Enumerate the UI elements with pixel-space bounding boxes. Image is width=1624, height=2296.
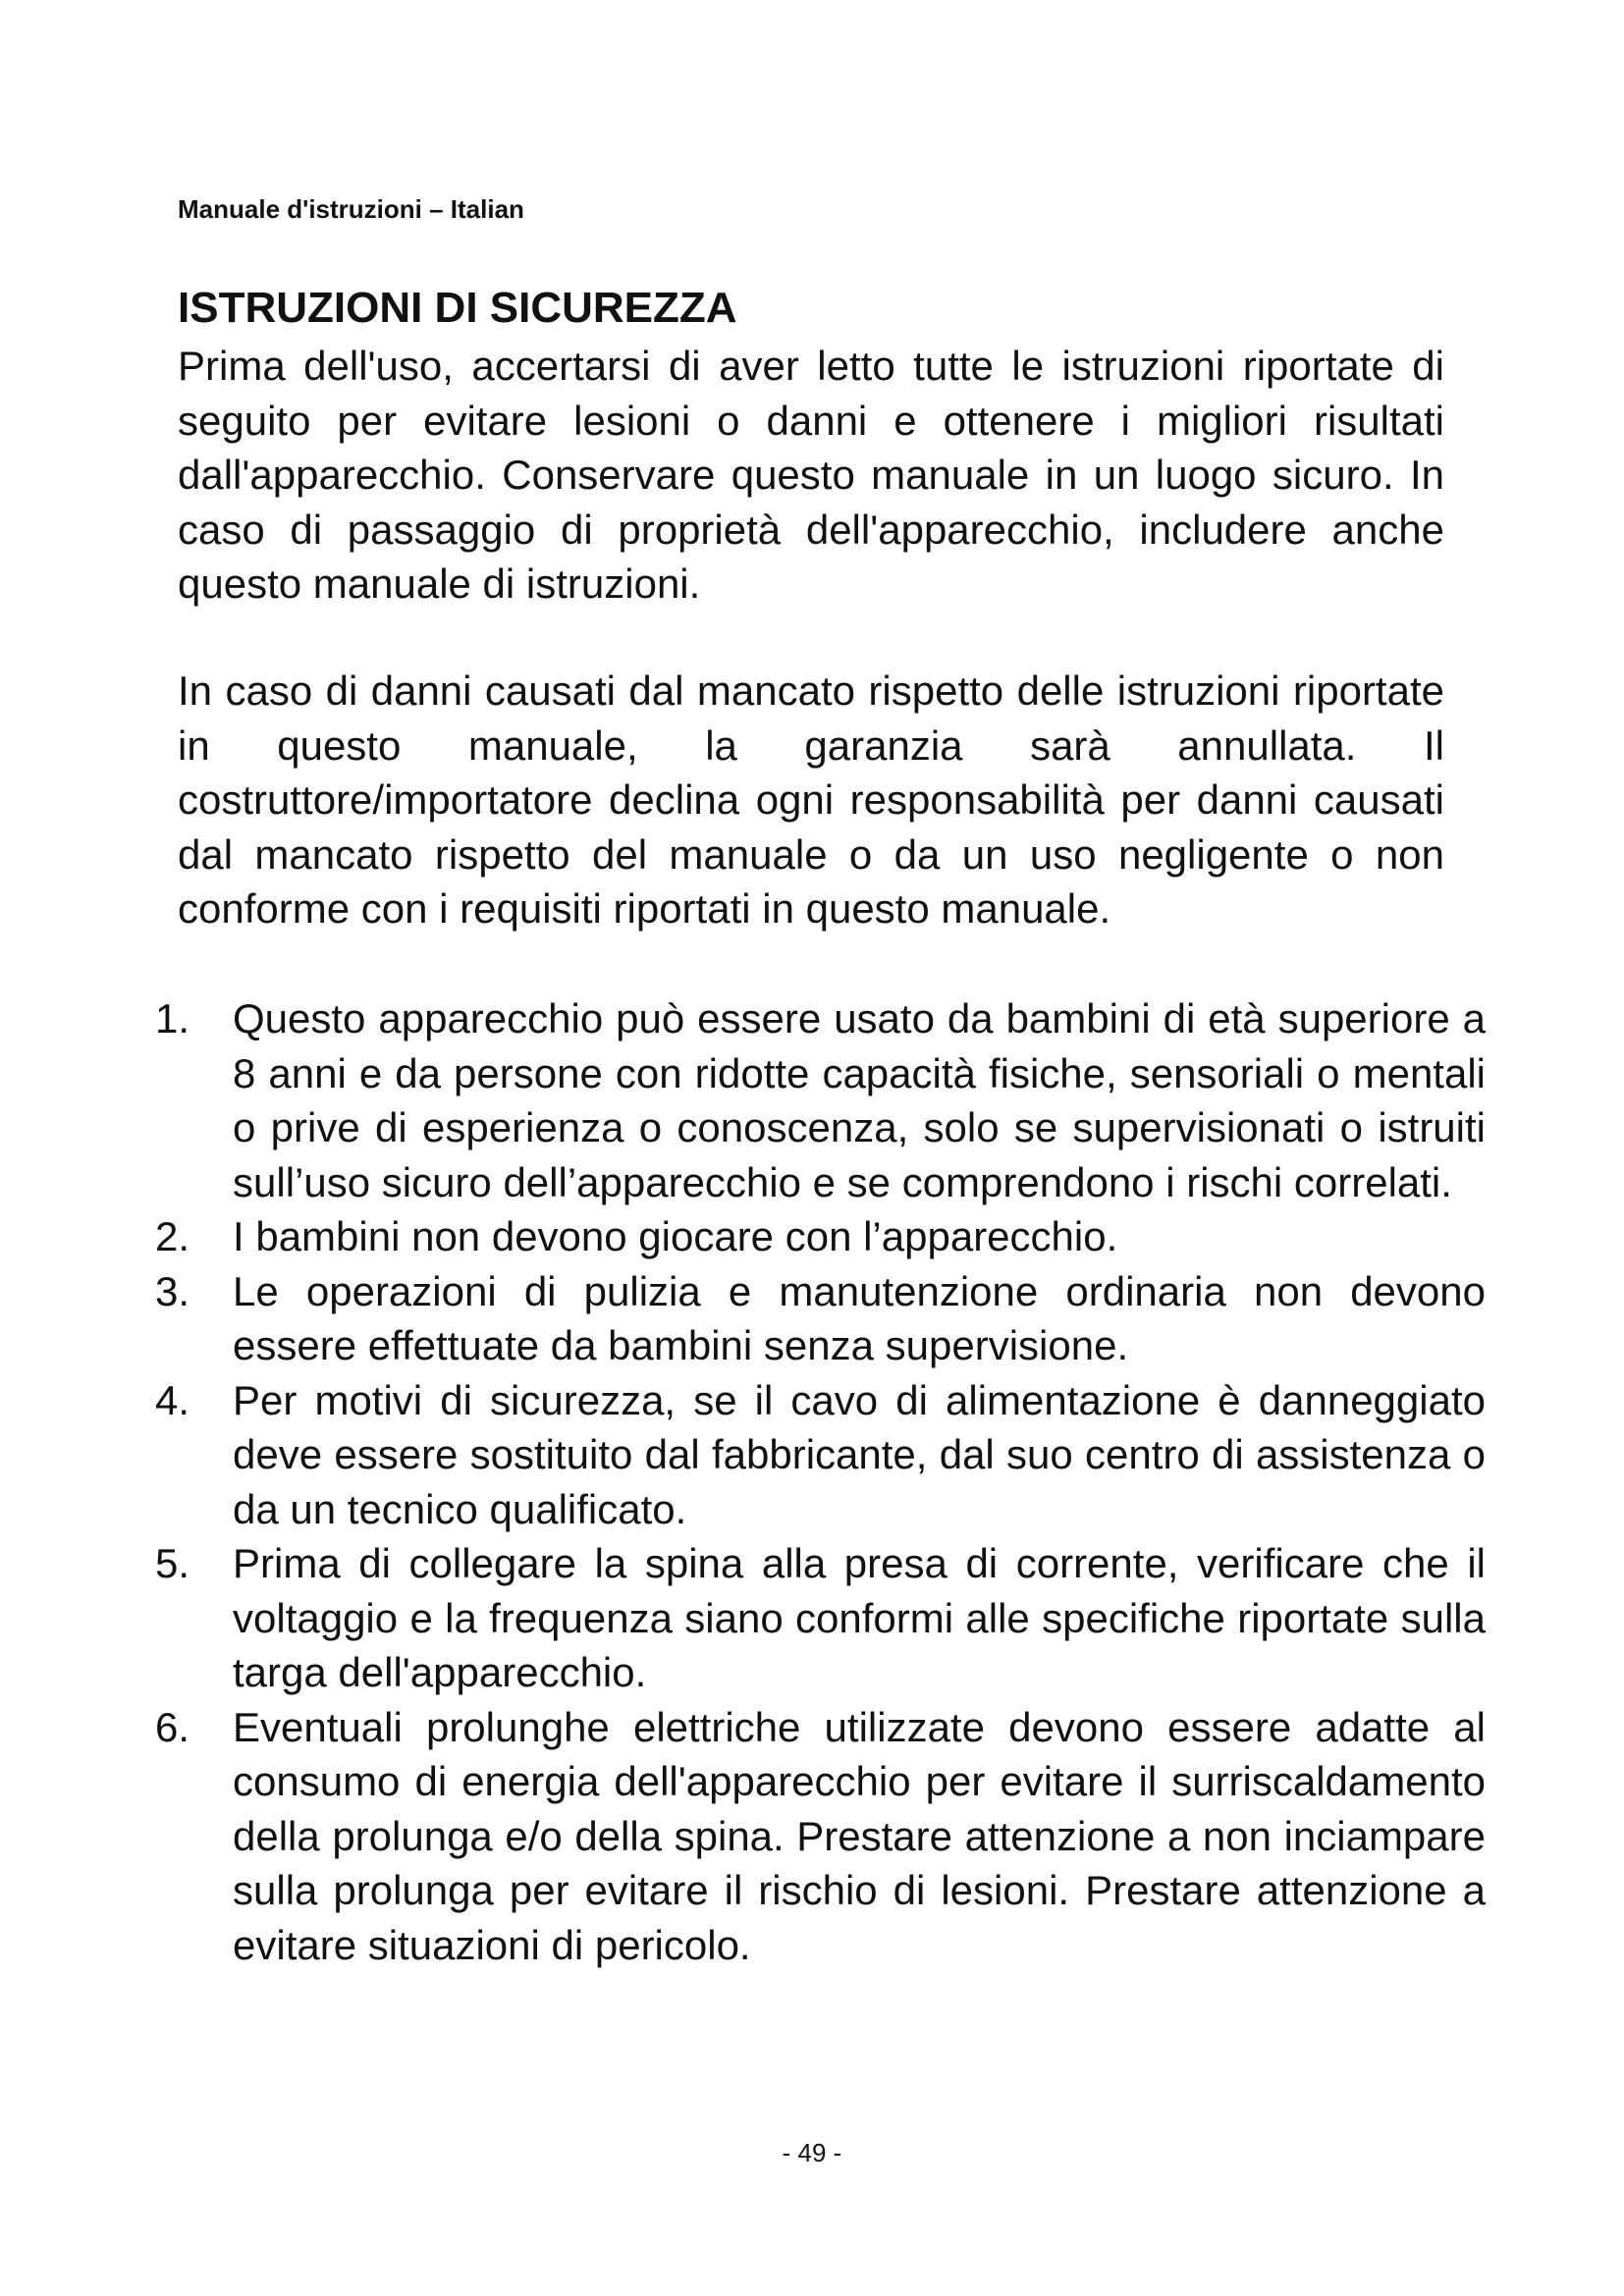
item-number: 5. [155, 1540, 190, 1586]
item-text: Questo apparecchio può essere usato da bambini di età superiore a 8 anni e da persone con ridotte capacità fisiche, sensoriali o mentali o prive di esperienza o conoscenza, solo se supervisionati o istruiti sull’uso sicuro dell’apparecchio e se comprendono i rischi correlati. [233, 995, 1486, 1205]
item-text: Per motivi di sicurezza, se il cavo di alimentazione è danneggiato deve essere sostituito dal fabbricante, dal suo centro di assistenza o da un tecnico qualificato. [233, 1376, 1486, 1532]
page-number: - 49 - [782, 2138, 842, 2167]
safety-instructions-list [0, 991, 1624, 1972]
item-number: 2. [155, 1213, 190, 1259]
item-text: Le operazioni di pulizia e manutenzione ordinaria non devono essere effettuate da bambini senza supervisione. [233, 1267, 1486, 1368]
section-title: ISTRUZIONI DI SICUREZZA [178, 284, 737, 332]
list-item [0, 1700, 1486, 1973]
list-item [0, 1536, 1486, 1700]
item-text: Prima di collegare la spina alla presa di corrente, verificare che il voltaggio e la frequenza siano conformi alle specifiche riportate sulla targa dell'apparecchio. [233, 1540, 1486, 1695]
item-number: 3. [155, 1267, 190, 1314]
item-number: 4. [155, 1376, 190, 1423]
item-number: 6. [155, 1703, 190, 1750]
running-header: Manuale d'istruzioni – Italian [178, 194, 524, 224]
warranty-paragraph: In caso di danni causati dal mancato rispetto delle istruzioni riportate in questo manuale, la garanzia sarà annullata. Il costruttore/importatore declina ogni responsabilità per danni causati dal mancato rispetto del manuale o da un uso negligente o non conforme con i requisiti riportati in questo manuale. [178, 667, 1444, 932]
list-item [0, 1373, 1486, 1537]
item-text: Eventuali prolunghe elettriche utilizzate devono essere adatte al consumo di energia dell'apparecchio per evitare il surriscaldamento della prolunga e/o della spina. Prestare attenzione a non inciampare sulla prolunga per evitare il rischio di lesioni. Prestare attenzione a evitare situazioni di pericolo. [233, 1703, 1486, 1968]
item-text: I bambini non devono giocare con l’apparecchio. [233, 1213, 1118, 1259]
list-item [0, 1209, 1486, 1264]
intro-paragraph: Prima dell'uso, accertarsi di aver letto tutte le istruzioni riportate di seguito per evitare lesioni o danni e ottenere i migliori risultati dall'apparecchio. Conservare questo manuale in un luogo sicuro. In caso di passaggio di proprietà dell'apparecchio, includere anche questo manuale di istruzioni. [178, 343, 1444, 607]
item-number: 1. [155, 995, 190, 1041]
list-item [0, 1264, 1486, 1373]
list-item [0, 991, 1486, 1209]
